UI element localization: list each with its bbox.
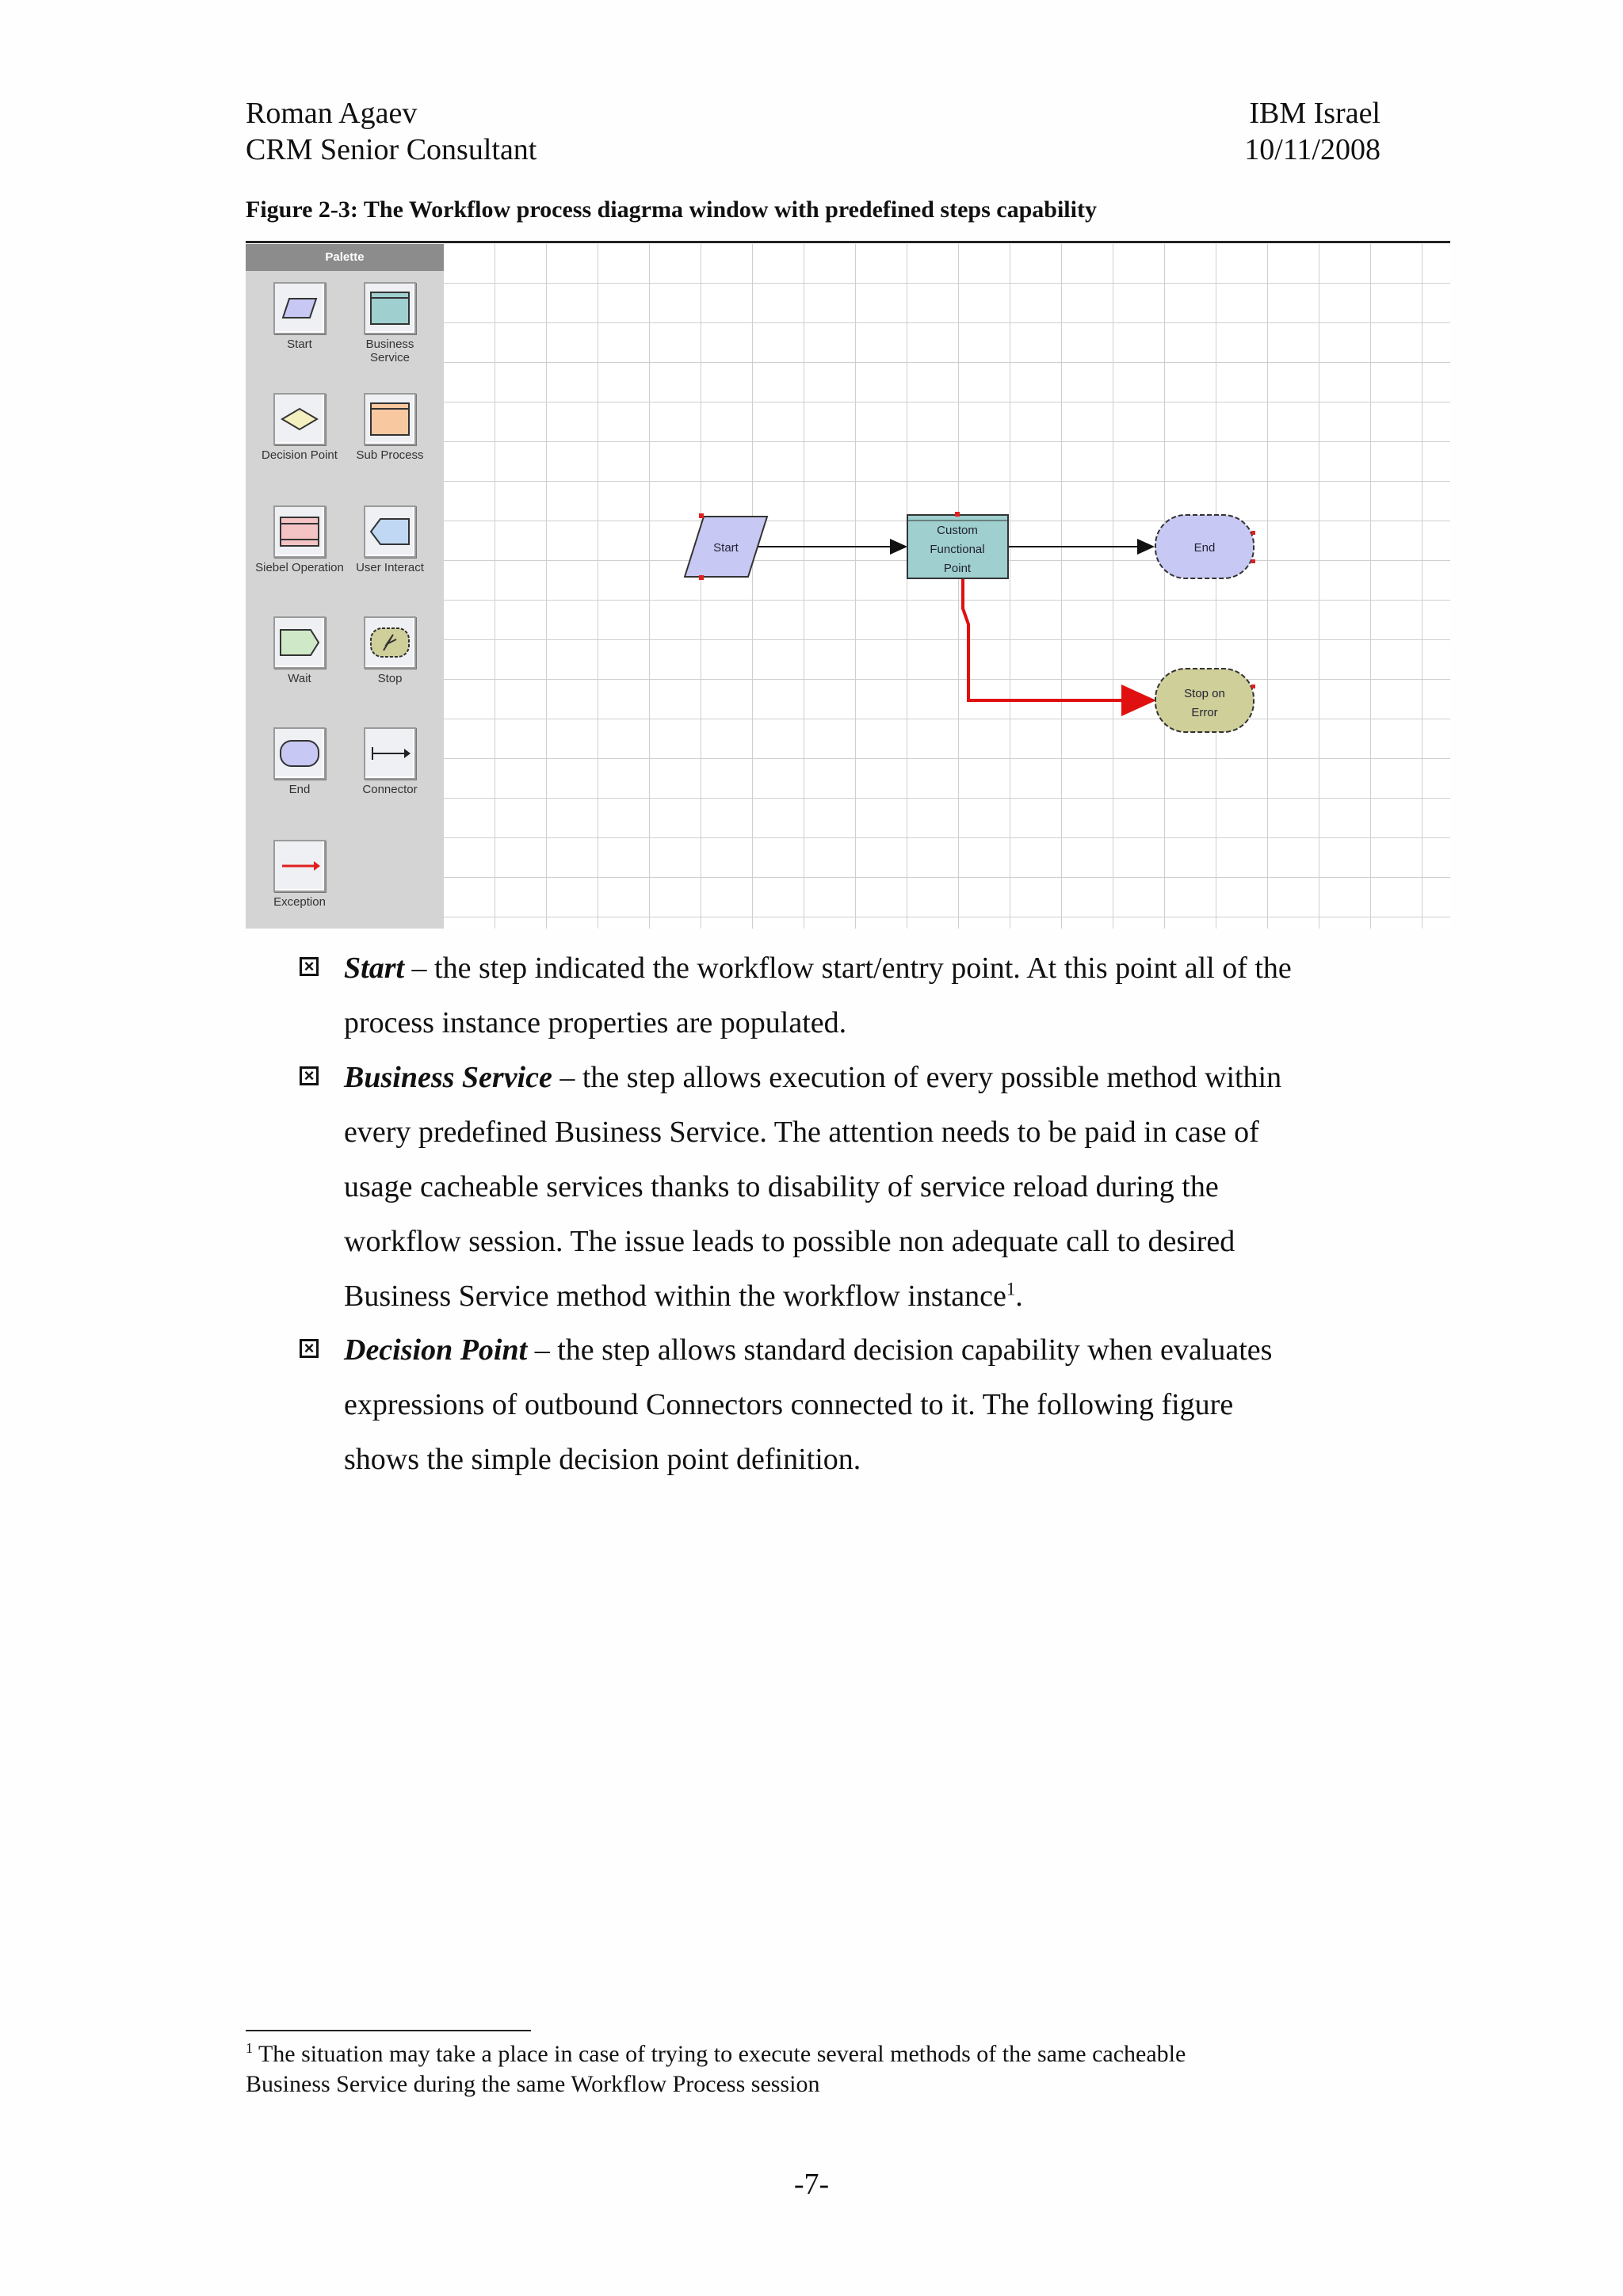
sub-process-icon [369,402,411,437]
node-start[interactable] [685,513,767,580]
author-role: CRM Senior Consultant [246,133,537,166]
author-name: Roman Agaev [246,97,418,130]
palette-item-stop[interactable]: Stop [346,616,434,685]
header-right [1244,95,1381,168]
footnote-line-2: Business Service during the same Workflow Process session [246,2071,820,2097]
node-custom-label-2: Functional [930,543,985,556]
palette-item-exception[interactable]: Exception [255,840,344,909]
document-date: 10/11/2008 [1244,133,1381,166]
connector-arrow-icon [369,739,411,768]
palette-item-end[interactable]: End [255,727,344,796]
bullet-start-term: Start [344,952,405,985]
palette-item-decision-point[interactable]: Decision Point [255,393,344,462]
palette-title: Palette [246,244,444,271]
checkbox-bullet-icon: × [300,1066,319,1085]
palette-item-siebel-operation[interactable]: Siebel Operation [255,505,344,574]
footnote-ref[interactable]: 1 [1006,1279,1016,1299]
caption-rule [246,241,1450,243]
bullet-bs-line-1: – the step allows execution of every possible method within [559,1061,1282,1094]
footnote-rule [246,2030,531,2031]
bullet-start-line-1: – the step indicated the workflow start/entry point. At this point all of the [411,952,1292,985]
checkbox-bullet-icon: × [300,957,319,976]
node-stop-on-error[interactable] [1155,669,1255,732]
bullet-business-service: Business Service – the step allows execution of every possible method within every predefined Business Service. The attention needs to be paid in case of usage cacheable services thanks to disability of service reload during the workflow session. The issue leads to possible non adequate call to desired Business Service method within the workflow instance$^1$. [344,1051,1453,1324]
business-service-icon [369,291,411,326]
palette-item-sub-process[interactable]: Sub Process [346,393,434,462]
palette-item-business-service[interactable]: Business Service [346,282,434,364]
bullet-bs-line-3: usage cacheable services thanks to disability of service reload during the [344,1170,1219,1203]
palette-item-wait[interactable]: Wait [255,616,344,685]
bullet-dp-line-1: – the step allows standard decision capability when evaluates [534,1333,1273,1367]
bullet-start [344,941,1453,1051]
page-number: -7- [793,2168,830,2201]
node-stop-label-2: Error [1191,706,1218,719]
footnote-number: 1 [246,2040,253,2056]
palette-item-connector[interactable]: Connector [346,727,434,796]
bullet-dp-term: Decision Point [344,1333,528,1367]
node-end-label: End [1193,541,1216,555]
exception-arrow-icon [279,852,320,880]
bullet-dp-line-2: expressions of outbound Connectors connected to it. The following figure [344,1388,1234,1421]
bullet-bs-line-2: every predefined Business Service. The attention needs to be paid in case of [344,1116,1259,1149]
bullet-bs-line-5: Business Service method within the workflow instance [344,1280,1006,1313]
bullet-bs-line-4: workflow session. The issue leads to possible non adequate call to desired [344,1225,1235,1258]
node-custom-label-3: Point [943,562,972,575]
palette-panel [246,244,444,929]
node-end[interactable] [1155,515,1255,578]
workflow-designer-figure [246,244,1450,929]
company-name: IBM Israel [1249,97,1381,130]
bullet-start-line-2: process instance properties are populated. [344,1006,847,1039]
bullet-bs-term: Business Service [344,1061,552,1094]
palette-item-start[interactable]: Start [255,282,344,351]
figure-caption: Figure 2-3: The Workflow process diagrma window with predefined steps capability [246,196,1097,223]
header-left [246,95,537,168]
node-custom-label-1: Custom [937,524,978,537]
bullet-decision-point [344,1323,1453,1487]
palette-item-user-interact[interactable]: User Interact [346,505,434,574]
start-parallelogram-icon [281,296,318,320]
checkbox-bullet-icon: × [300,1339,319,1358]
exception-custom-to-stop[interactable] [963,578,1153,700]
bullet-dp-line-3: shows the simple decision point definition. [344,1443,861,1476]
node-start-label: Start [713,541,739,555]
footnote-line-1: The situation may take a place in case of trying to execute several methods of the same cacheable [258,2041,1186,2067]
diagram-svg [444,244,1450,929]
stop-icon [369,627,411,658]
node-custom-functional-point[interactable] [907,512,1008,578]
node-stop-label-1: Stop on [1184,687,1225,700]
end-icon [279,739,320,768]
siebel-operation-icon [279,516,320,547]
footnote [246,2039,1466,2100]
user-interact-icon [369,517,411,546]
diagram-canvas[interactable] [444,244,1450,929]
wait-icon [279,628,320,657]
decision-diamond-icon [281,407,319,431]
